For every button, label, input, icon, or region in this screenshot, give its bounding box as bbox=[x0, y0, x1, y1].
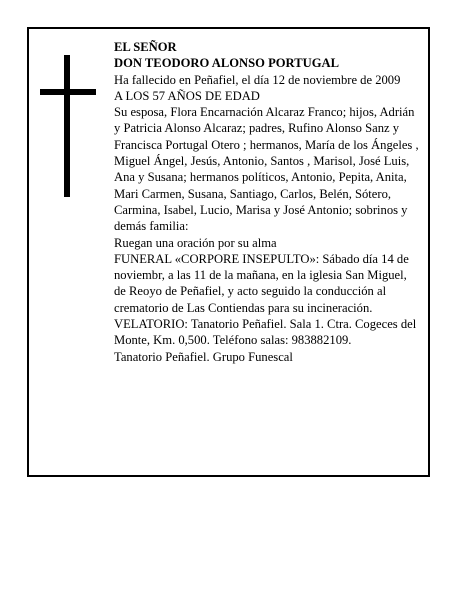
obituary-text bbox=[114, 39, 420, 365]
deceased-title: EL SEÑOR bbox=[114, 40, 177, 54]
cross-horizontal-bar bbox=[40, 89, 96, 95]
funeral-details: FUNERAL «CORPORE INSEPULTO»: Sábado día 14 de noviembr, a las 11 de la mañana, en la iglesia San Miguel, de Reoyo de Peñafiel, y acto seguido la conducción al crematorio de Las Contiendas para su incineración. bbox=[114, 251, 409, 315]
deceased-name: DON TEODORO ALONSO PORTUGAL bbox=[114, 56, 339, 71]
funeral-home-footer: Tanatorio Peñafiel. Grupo Funescal bbox=[114, 349, 293, 364]
wake-details: VELATORIO: Tanatorio Peñafiel. Sala 1. Ctra. Cogeces del Monte, Km. 0,500. Teléfono salas: 983882109. bbox=[114, 317, 417, 348]
age-statement: A LOS 57 AÑOS DE EDAD bbox=[114, 88, 260, 103]
prayer-request: Ruegan una oración por su alma bbox=[114, 235, 277, 250]
cross-vertical-bar bbox=[64, 55, 70, 197]
family-list: Su esposa, Flora Encarnación Alcaraz Franco; hijos, Adrián y Patricia Alonso Alcaraz; padres, Rufino Alonso Sanz y Francisca Portugal Otero ; hermanos, María de los Ángeles , Miguel Ángel, Jesús, Antonio, Santos , Marisol, José Luis, Ana y Susana; hermanos políticos, Antonio, Pepita, Anita, Mari Carmen, Susana, Santiago, Carlos, Belén, Sótero, Carmina, Isabel, Lucio, Marisa y José Antonio; sobrinos y demás familia: bbox=[114, 105, 419, 234]
cross-icon bbox=[40, 55, 96, 197]
death-statement: Ha fallecido en Peñafiel, el día 12 de noviembre de 2009 bbox=[114, 72, 401, 87]
